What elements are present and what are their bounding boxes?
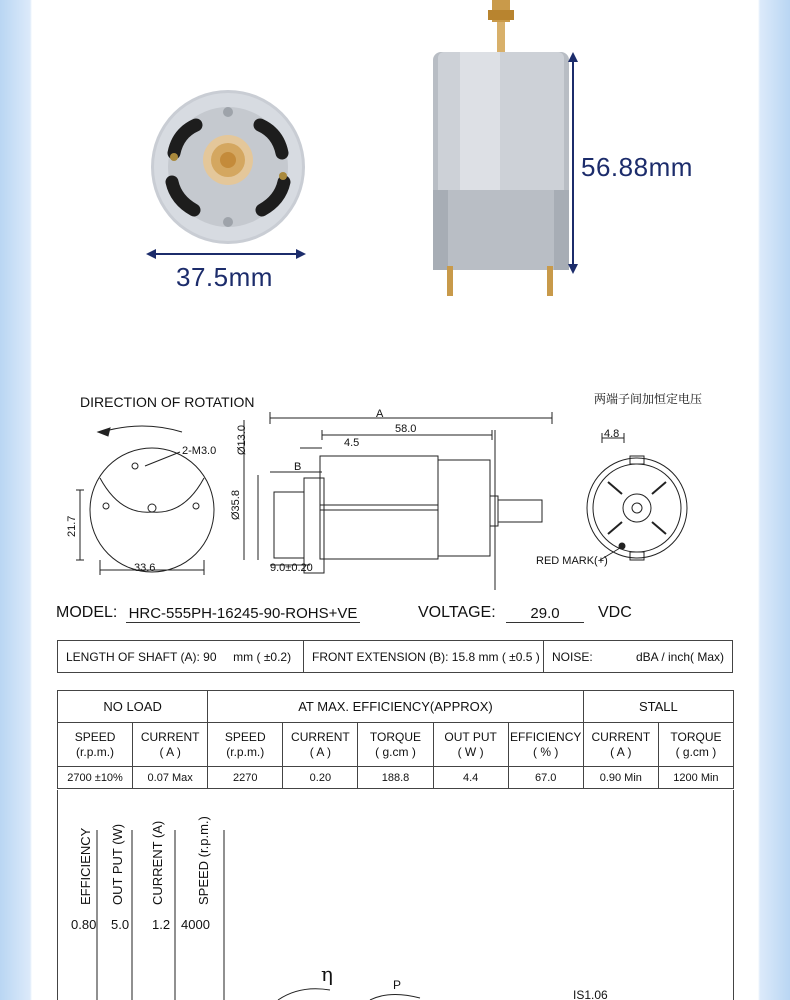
header-cell: SPEED (r.p.m.) [58,723,133,767]
value-cell: 0.07 Max [133,767,208,789]
screw-label: 2-M3.0 [182,445,217,457]
axis-current-label: CURRENT (A) [150,820,165,905]
value-cell: 67.0 [508,767,583,789]
group-stall: STALL [583,691,733,723]
header-cell: TORQUE ( g.cm ) [658,723,733,767]
dim-45-label: 4.5 [344,437,360,449]
front-unit: mm ( ±0.5 ) [478,649,540,664]
dim-a-label: A [376,408,384,420]
dim-48-label: 4.8 [604,428,620,440]
model-label: MODEL: [56,604,118,621]
red-mark-label: RED MARK(+) [536,555,608,567]
dim-b-label: B [294,461,302,473]
shaft-label: LENGTH OF SHAFT (A): [66,649,200,664]
value-cell: 0.20 [283,767,358,789]
header-cell: OUT PUT ( W ) [433,723,508,767]
value-cell: 2270 [208,767,283,789]
axis-efficiency-label: EFFICIENCY [78,827,93,905]
p-label: P [393,978,402,992]
group-no-load: NO LOAD [58,691,208,723]
shaft-unit: mm ( ±0.2) [233,649,292,664]
value-cell: 0.90 Min [583,767,658,789]
noise-unit: dBA / inch( Max) [635,649,724,664]
noise-label: NOISE: [552,649,593,664]
dim-9-label: 9.0±0.20 [270,562,313,574]
axis-speed-label: SPEED (r.p.m.) [196,816,211,905]
header-cell: CURRENT ( A ) [283,723,358,767]
header-cell: TORQUE ( g.cm ) [358,723,433,767]
value-cell: 4.4 [433,767,508,789]
direction-label: DIRECTION OF ROTATION [80,394,255,410]
value-cell: 2700 ±10% [58,767,133,789]
header-cell: CURRENT ( A ) [133,723,208,767]
diameter-label: 37.5mm [176,262,273,292]
dim-13-label: Ø13.0 [236,425,248,455]
voltage-value: 29.0 [506,605,584,623]
axis-efficiency-max: 0.80 [71,917,97,932]
header-cell: SPEED (r.p.m.) [208,723,283,767]
header-cell: EFFICIENCY ( % ) [508,723,583,767]
front-value: 15.8 [451,649,476,664]
dim-58-label: 58.0 [395,423,417,435]
dim-217-label: 21.7 [66,515,78,537]
eta-label: η [321,962,333,986]
axis-output-max: 5.0 [111,917,130,932]
dim-358-label: Ø35.8 [230,490,242,520]
length-label: 56.88mm [581,152,693,182]
model-value: HRC-555PH-16245-90-ROHS+VE [126,605,360,623]
is-label: IS1.06 [573,988,608,1000]
header-cell: CURRENT ( A ) [583,723,658,767]
axis-speed-max: 4000 [181,917,210,932]
axis-output-label: OUT PUT (W) [110,823,125,905]
terminal-note: 两端子间加恒定电压 [594,392,703,406]
front-label: FRONT EXTENSION (B): [312,649,449,664]
group-max-efficiency: AT MAX. EFFICIENCY(APPROX) [208,691,584,723]
shaft-value: 90 [203,649,217,664]
axis-current-max: 1.2 [152,917,171,932]
dim-336-label: 33.6 [134,562,156,574]
voltage-label: VOLTAGE: [418,604,496,621]
value-cell: 188.8 [358,767,433,789]
voltage-unit: VDC [598,604,632,621]
value-cell: 1200 Min [658,767,733,789]
